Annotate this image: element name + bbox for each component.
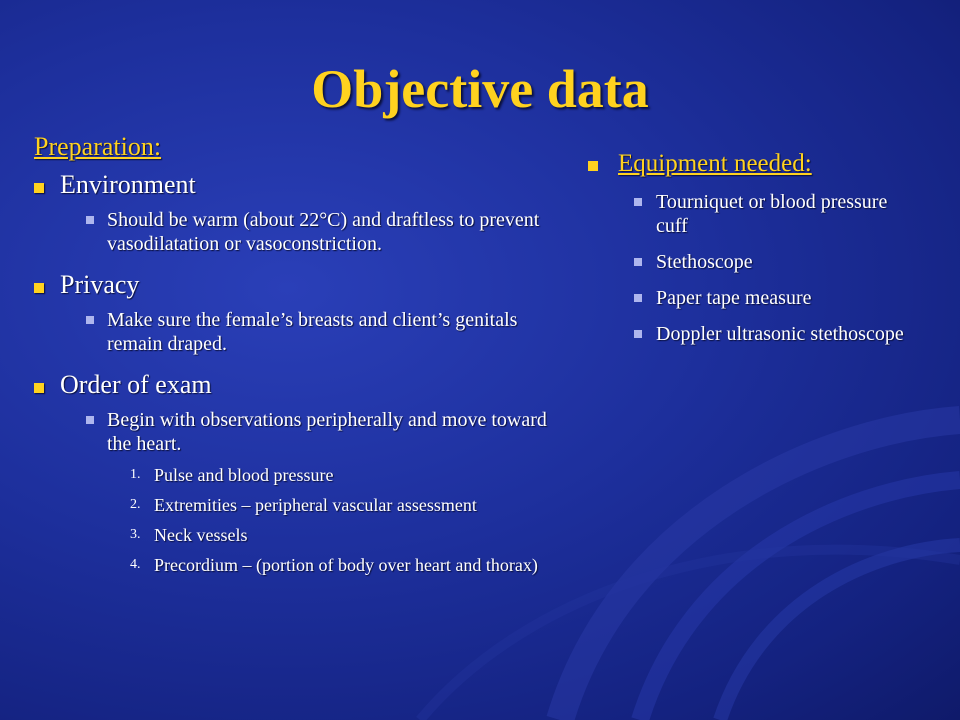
sub-item (86, 408, 574, 456)
sub-item-text: Make sure the female’s breasts and client’s genitals remain draped. (107, 309, 518, 355)
preparation-section (34, 132, 574, 576)
preparation-heading: Preparation: (34, 132, 162, 161)
item-label: Privacy (60, 270, 140, 299)
equipment-item-text: Stethoscope (656, 251, 753, 273)
numbered-step (130, 464, 574, 486)
list-item (34, 270, 574, 300)
square-bullet-icon (86, 316, 94, 324)
equipment-item-text: Tourniquet or blood pressure cuff (656, 191, 888, 237)
step-text: Precordium – (portion of body over heart and thorax) (154, 555, 538, 575)
square-bullet-icon (86, 416, 94, 424)
equipment-heading: Equipment needed: (618, 150, 812, 177)
item-label: Environment (60, 170, 196, 199)
square-bullet-icon (634, 198, 642, 206)
list-item (34, 370, 574, 400)
step-text: Pulse and blood pressure (154, 465, 334, 485)
step-number: 3. (130, 527, 141, 542)
square-bullet-icon (34, 183, 44, 193)
sub-item (86, 308, 574, 356)
numbered-step (130, 494, 574, 516)
square-bullet-icon (34, 383, 44, 393)
item-label: Order of exam (60, 370, 212, 399)
sub-item-text: Should be warm (about 22°C) and draftless to prevent vasodilatation or vasoconstriction. (107, 209, 540, 255)
square-bullet-icon (34, 283, 44, 293)
step-text: Extremities – peripheral vascular assessment (154, 495, 477, 515)
slide-title: Objective data (311, 59, 649, 119)
sub-item-text: Begin with observations peripherally and move toward the heart. (107, 409, 547, 455)
step-number: 1. (130, 467, 141, 482)
equipment-item (634, 250, 908, 274)
equipment-item-text: Doppler ultrasonic stethoscope (656, 323, 904, 345)
step-text: Neck vessels (154, 525, 248, 545)
square-bullet-icon (588, 161, 598, 171)
square-bullet-icon (86, 216, 94, 224)
square-bullet-icon (634, 258, 642, 266)
step-number: 2. (130, 497, 141, 512)
square-bullet-icon (634, 330, 642, 338)
equipment-heading-item (588, 150, 908, 178)
equipment-item-text: Paper tape measure (656, 287, 812, 309)
list-item (34, 170, 574, 200)
equipment-item (634, 190, 908, 238)
equipment-item (634, 286, 908, 310)
sub-item (86, 208, 574, 256)
equipment-item (634, 322, 908, 346)
numbered-step (130, 554, 574, 576)
equipment-section (588, 150, 908, 346)
numbered-step (130, 524, 574, 546)
step-number: 4. (130, 557, 141, 572)
square-bullet-icon (634, 294, 642, 302)
